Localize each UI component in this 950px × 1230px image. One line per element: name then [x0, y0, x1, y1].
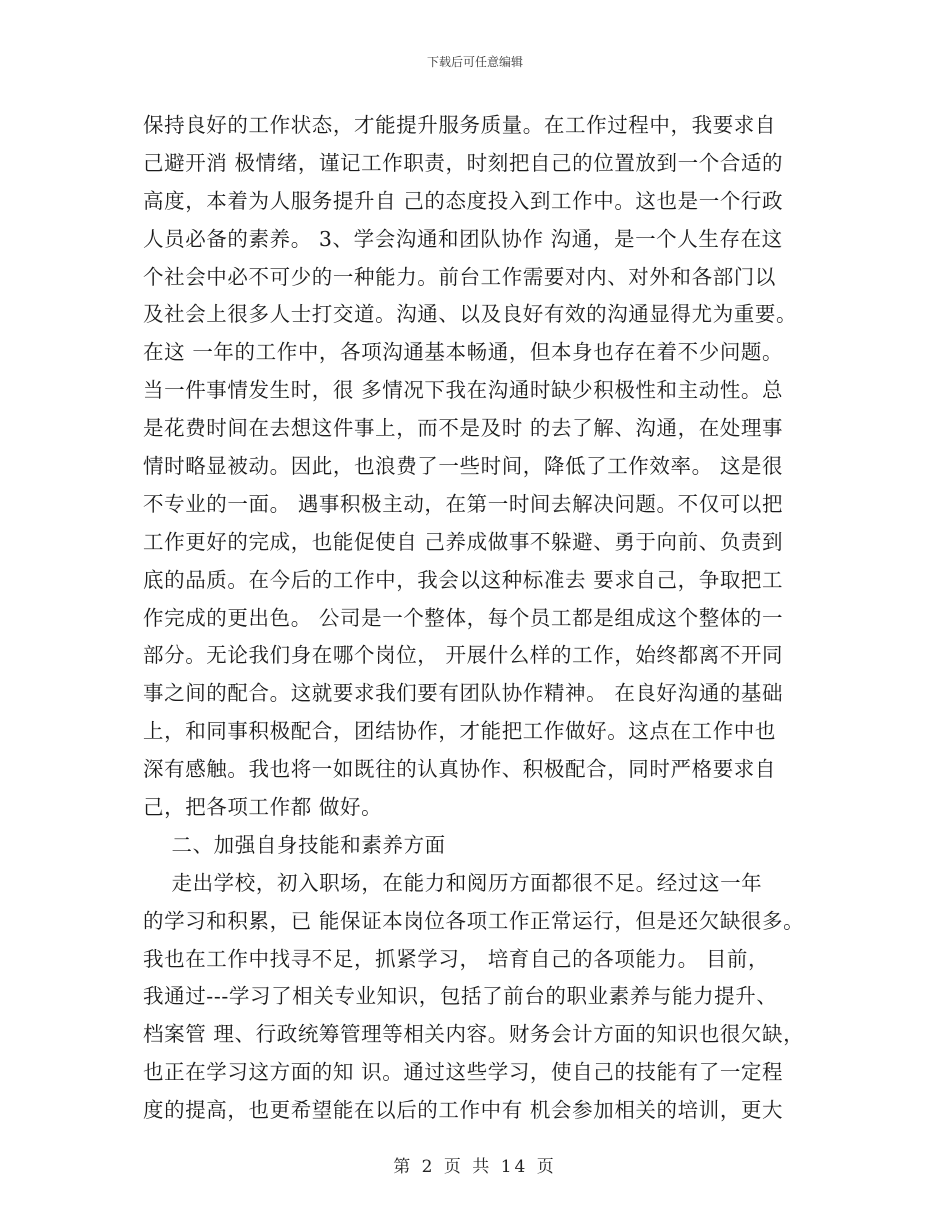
text-line: 我也在工作中找寻不足，抓紧学习， 培育自己的各项能力。 目前， — [143, 946, 770, 971]
text-line: 事之间的配合。这就要求我们要有团队协作精神。 在良好沟通的基础 — [143, 681, 784, 706]
text-line: 底的品质。在今后的工作中，我会以这种标准去 要求自己，争取把工 — [143, 567, 784, 592]
text-line: 工作更好的完成，也能促使自 己养成做事不躲避、勇于向前、负责到 — [143, 529, 784, 554]
text-line: 深有感触。我也将一如既往的认真协作、积极配合，同时严格要求自 — [143, 757, 776, 782]
text-line: 情时略显被动。因此，也浪费了一些时间，降低了工作效率。 这是很 — [143, 454, 784, 479]
text-line: 档案管 理、行政统筹管理等相关内容。财务会计方面的知识也很欠缺， — [143, 1022, 805, 1047]
text-line: 不专业的一面。 遇事积极主动，在第一时间去解决问题。不仅可以把 — [143, 491, 784, 516]
document-body — [143, 107, 823, 1130]
text-line: 个社会中必不可少的一种能力。前台工作需要对内、对外和各部门以 — [143, 264, 776, 289]
text-line: 在这 一年的工作中，各项沟通基本畅通，但本身也存在着不少问题。 — [143, 340, 784, 365]
text-line: 作完成的更出色。 公司是一个整体，每个员工都是组成这个整体的一 — [143, 605, 784, 630]
text-line: 度的提高，也更希望能在以后的工作中有 机会参加相关的培训，更大 — [143, 1098, 784, 1123]
text-line: 我通过---学习了相关专业知识，包括了前台的职业素养与能力提升、 — [143, 984, 778, 1009]
text-line: 当一件事情发生时，很 多情况下我在沟通时缺少积极性和主动性。总 — [143, 378, 784, 403]
page-header-note: 下载后可任意编辑 — [426, 55, 523, 69]
text-line: 己，把各项工作都 做好。 — [143, 795, 383, 820]
text-line: 走出学校，初入职场，在能力和阅历方面都很不足。经过这一年 — [143, 870, 763, 895]
text-line: 也正在学习这方面的知 识。通过这些学习，使自己的技能有了一定程 — [143, 1060, 784, 1085]
text-line: 部分。无论我们身在哪个岗位， 开展什么样的工作，始终都离不开同 — [143, 643, 784, 668]
text-line: 二、加强自身技能和素养方面 — [143, 832, 446, 857]
text-line: 人员必备的素养。 3、学会沟通和团队协作 沟通，是一个人生存在这 — [143, 226, 783, 251]
text-line: 己避开消 极情绪，谨记工作职责，时刻把自己的位置放到一个合适的 — [143, 150, 784, 175]
text-line: 是花费时间在去想这件事上，而不是及时 的去了解、沟通，在处理事 — [143, 416, 784, 441]
text-line: 保持良好的工作状态，才能提升服务质量。在工作过程中，我要求自 — [143, 113, 776, 137]
text-line: 高度，本着为人服务提升自 己的态度投入到工作中。这也是一个行政 — [143, 188, 784, 213]
text-line: 的学习和积累，已 能保证本岗位各项工作正常运行，但是还欠缺很多。 — [143, 908, 805, 933]
text-line: 上，和同事积极配合，团结协作，才能把工作做好。这点在工作中也 — [143, 719, 776, 744]
page-number-footer: 第 2 页 共 14 页 — [393, 1157, 557, 1177]
text-line: 及社会上很多人士打交道。沟通、以及良好有效的沟通显得尤为重要。 — [143, 302, 798, 327]
